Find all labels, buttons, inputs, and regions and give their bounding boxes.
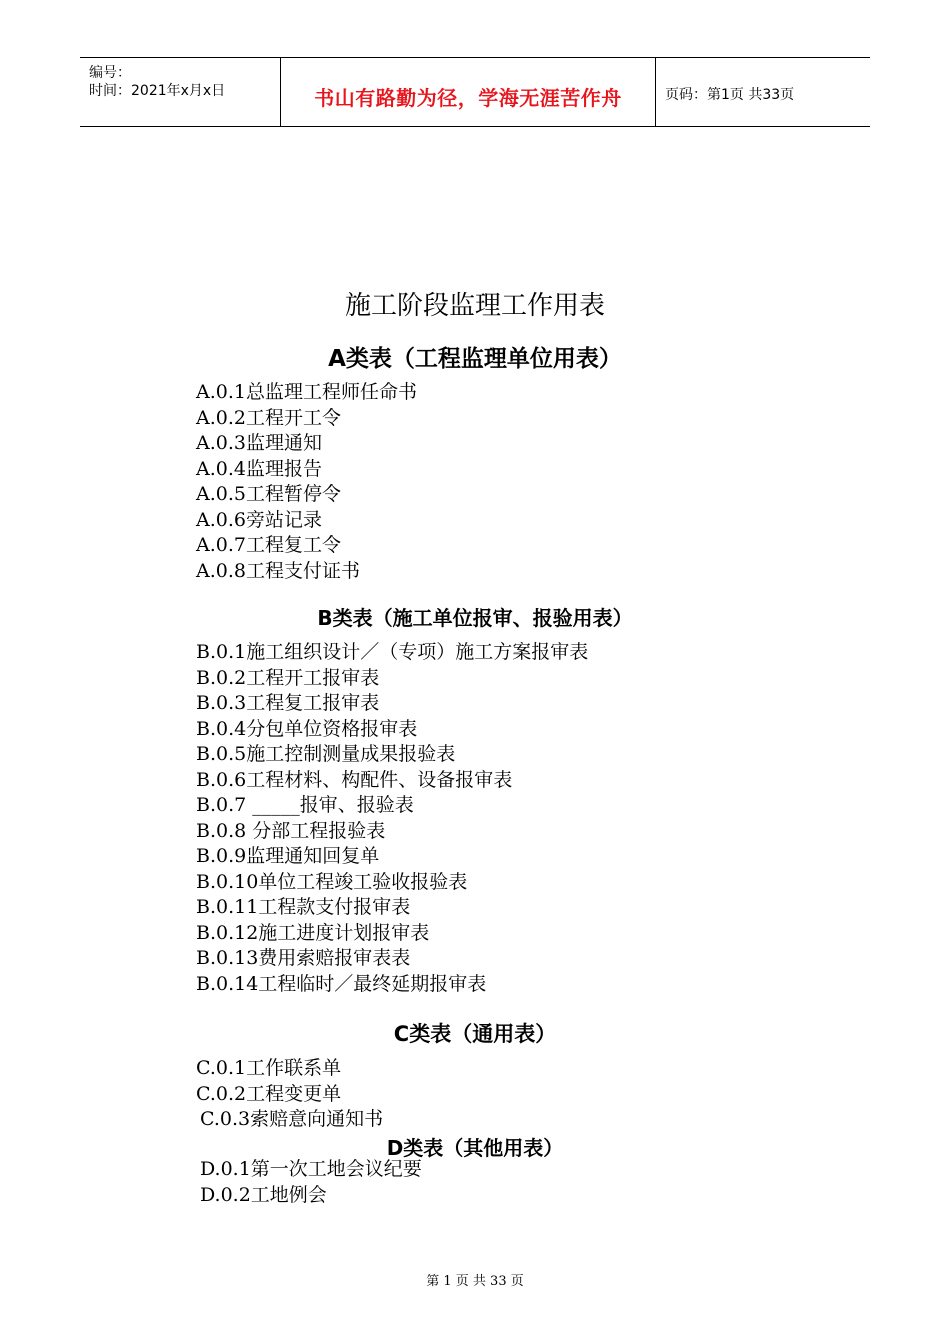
list-item: A.0.8工程支付证书 [196,559,360,582]
section-d-heading: D类表（其他用表） [386,1136,564,1160]
list-item: B.0.4分包单位资格报审表 [196,717,418,740]
list-item: A.0.7工程复工令 [196,534,341,556]
section-a-list [196,380,417,584]
page-header [80,57,870,127]
list-item: A.0.3监理通知 [196,432,322,454]
list-item: C.0.1工作联系单 [196,1057,342,1079]
list-item: B.0.3工程复工报审表 [196,692,380,714]
section-c-heading: C类表（通用表） [393,1022,557,1046]
number-label: 编号： [89,65,131,81]
header-motto-cell [280,58,656,126]
list-item: B.0.8 分部工程报验表 [196,819,386,842]
list-item: C.0.2工程变更单 [196,1082,342,1105]
list-item: D.0.1第一次工地会议纪要 [200,1158,422,1180]
list-item: B.0.14工程临时／最终延期报审表 [196,972,487,995]
list-item: B.0.11工程款支付报审表 [196,896,411,918]
header-page-cell [655,58,870,126]
list-item: A.0.1总监理工程师任命书 [196,381,417,403]
list-item: B.0.7 _____报审、报验表 [196,794,414,816]
list-item: D.0.2工地例会 [200,1183,327,1206]
list-item: B.0.12施工进度计划报审表 [196,921,430,944]
list-item: A.0.5工程暂停令 [196,483,341,505]
list-item: B.0.9监理通知回复单 [196,845,380,867]
section-c-list [196,1056,383,1133]
document-title: 施工阶段监理工作用表 [344,291,605,321]
page-footer: 第 1 页 共 33 页 [426,1274,524,1289]
section-d-list [200,1157,422,1208]
date-label: 时间：2021年x月x日 [89,83,226,99]
list-item: B.0.6工程材料、构配件、设备报审表 [196,768,513,791]
list-item: C.0.3索赔意向通知书 [200,1108,384,1130]
list-item: A.0.6旁站记录 [196,508,322,531]
list-item: B.0.5施工控制测量成果报验表 [196,743,456,765]
motto: 书山有路勤为径，学海无涯苦作舟 [314,86,622,110]
section-b-heading: B类表（施工单位报审、报验用表） [317,606,633,630]
list-item: B.0.13费用索赔报审表表 [196,947,411,969]
list-item: B.0.10单位工程竣工验收报验表 [196,870,468,893]
list-item: A.0.4监理报告 [196,457,322,480]
section-a-heading: A类表（工程监理单位用表） [328,346,622,372]
header-info-cell [80,58,280,126]
page-code: 页码：第1页 共33页 [665,87,795,103]
list-item: A.0.2工程开工令 [196,406,341,429]
list-item: B.0.2工程开工报审表 [196,666,380,689]
list-item: B.0.1施工组织设计／（专项）施工方案报审表 [196,641,589,663]
section-b-list [196,640,588,997]
